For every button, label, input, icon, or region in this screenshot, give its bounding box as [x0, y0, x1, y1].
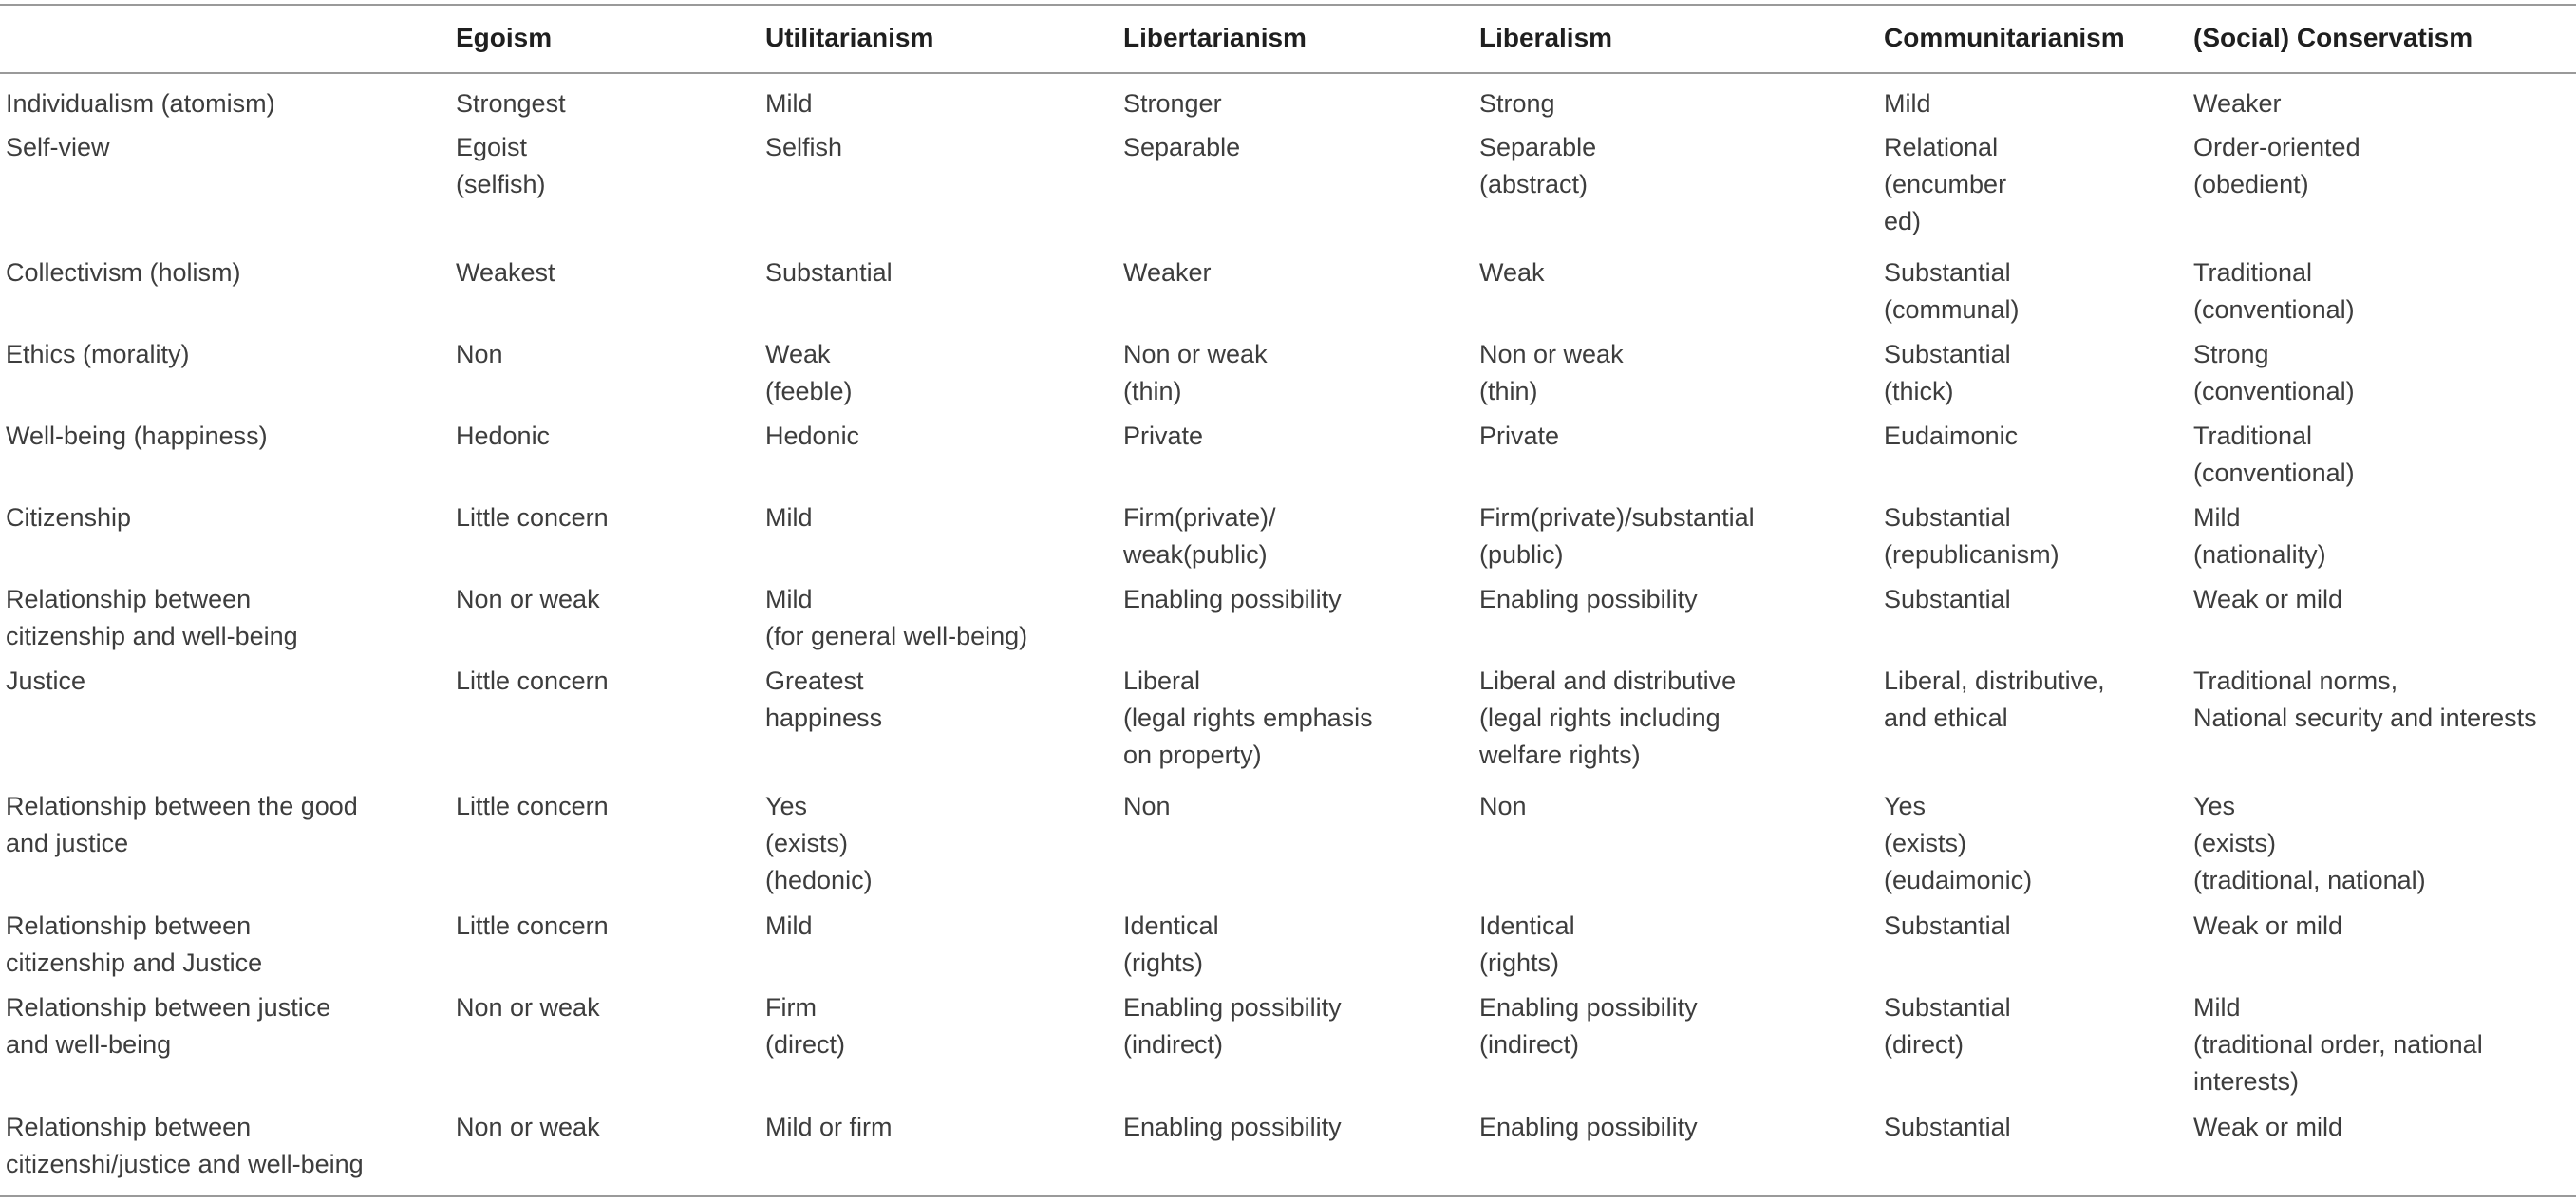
cell-text-line: Yes [1884, 792, 1927, 820]
table-cell [765, 908, 813, 945]
table-cell [1479, 581, 1698, 618]
header-cell-social-conservatism: (Social) Conservatism [2193, 23, 2473, 52]
table-cell [765, 1109, 893, 1146]
table-cell [1884, 499, 2059, 573]
cell-text-line: (for general well-being) [765, 622, 1028, 650]
cell-text-line: (encumber [1884, 170, 2007, 198]
cell-text-line: (nationality) [2193, 540, 2326, 569]
cell-text-line: (rights) [1479, 948, 1560, 977]
cell-text-line: (conventional) [2193, 295, 2355, 324]
cell-text-line: Substantial [1884, 911, 2011, 940]
table-cell [1479, 499, 1755, 573]
table-cell [1884, 254, 2020, 329]
cell-text-line: Little concern [456, 911, 609, 940]
cell-text-line: (indirect) [1479, 1030, 1580, 1059]
cell-text-line: (conventional) [2193, 377, 2355, 405]
cell-text-line: Enabling possibility [1479, 1113, 1698, 1141]
cell-text-line: ed) [1884, 207, 1922, 235]
cell-text-line: (obedient) [2193, 170, 2309, 198]
cell-text-line: (thin) [1123, 377, 1182, 405]
cell-text-line: (abstract) [1479, 170, 1589, 198]
cell-text-line: Traditional norms, [2193, 667, 2398, 695]
cell-text-line: Enabling possibility [1479, 993, 1698, 1022]
cell-text-line: Weak or mild [2193, 911, 2343, 940]
table-cell [765, 499, 813, 536]
cell-text-line: Weak or mild [2193, 1113, 2343, 1141]
cell-text-line: weak(public) [1123, 540, 1268, 569]
table-cell [456, 989, 600, 1026]
cell-text-line: (traditional order, national [2193, 1030, 2483, 1059]
cell-text-line: Private [1479, 422, 1560, 450]
cell-text-line: citizenship and well-being [6, 622, 298, 650]
table-cell [1479, 989, 1698, 1063]
table-cell [765, 336, 853, 410]
cell-text-line: Substantial [1884, 993, 2011, 1022]
table-cell [1123, 336, 1268, 410]
table-cell [1479, 85, 1555, 122]
cell-text-line: Relationship between [6, 585, 252, 613]
cell-text-line: Separable [1479, 133, 1597, 161]
cell-text-line: (feeble) [765, 377, 853, 405]
row-label [6, 1109, 364, 1183]
cell-text-line: Substantial [765, 258, 893, 287]
table-cell [1884, 663, 2105, 737]
table-cell [1123, 663, 1373, 774]
table-cell [1884, 1109, 2011, 1146]
row-label [6, 581, 298, 655]
cell-text-line: (direct) [765, 1030, 846, 1059]
cell-text-line: Individualism (atomism) [6, 89, 275, 118]
row-label [6, 254, 241, 291]
table-cell [456, 129, 546, 203]
row-label [6, 129, 110, 166]
table-cell [2193, 581, 2342, 618]
header-cell-libertarianism: Libertarianism [1123, 23, 1307, 52]
cell-text-line: Hedonic [765, 422, 860, 450]
table-cell [765, 989, 845, 1063]
table-cell [1123, 418, 1203, 455]
cell-text-line: Stronger [1123, 89, 1222, 118]
table-cell [765, 129, 842, 166]
cell-text-line: Little concern [456, 503, 609, 532]
table-cell [1123, 254, 1212, 291]
cell-text-line: Relationship between the good [6, 792, 358, 820]
header-cell-egoism: Egoism [456, 23, 553, 52]
cell-text-line: Liberal, distributive, [1884, 667, 2105, 695]
table-cell [1884, 989, 2011, 1063]
cell-text-line: (conventional) [2193, 459, 2355, 487]
table-cell [1884, 85, 1931, 122]
cell-text-line: Weak [1479, 258, 1545, 287]
cell-text-line: Well-being (happiness) [6, 422, 268, 450]
cell-text-line: Substantial [1884, 258, 2011, 287]
cell-text-line: Weak or mild [2193, 585, 2343, 613]
table-cell [1479, 254, 1545, 291]
row-label [6, 663, 85, 700]
table-top-rule [0, 4, 2576, 6]
cell-text-line: and well-being [6, 1030, 172, 1059]
cell-text-line: Mild [1884, 89, 1931, 118]
table-cell [456, 908, 609, 945]
table-cell [1479, 788, 1527, 825]
cell-text-line: Yes [2193, 792, 2236, 820]
table-cell [1479, 663, 1736, 774]
table-cell [1884, 788, 2032, 899]
cell-text-line: Separable [1123, 133, 1241, 161]
cell-text-line: Relationship between [6, 1113, 252, 1141]
table-cell [1123, 989, 1342, 1063]
cell-text-line: Firm(private)/substantial [1479, 503, 1755, 532]
cell-text-line: Strongest [456, 89, 566, 118]
table-cell [456, 499, 609, 536]
table-cell [1884, 581, 2011, 618]
table-cell [765, 418, 859, 455]
table-cell [1123, 499, 1276, 573]
table-cell [2193, 1109, 2342, 1146]
cell-text-line: Weaker [2193, 89, 2282, 118]
cell-text-line: Strong [2193, 340, 2269, 368]
table-bottom-rule [0, 1195, 2576, 1197]
cell-text-line: Strong [1479, 89, 1555, 118]
table-cell [2193, 788, 2426, 899]
header-cell-utilitarianism: Utilitarianism [765, 23, 934, 52]
cell-text-line: interests) [2193, 1067, 2300, 1096]
table-cell [2193, 908, 2342, 945]
cell-text-line: (indirect) [1123, 1030, 1224, 1059]
table-cell [456, 581, 600, 618]
cell-text-line: Weak [765, 340, 831, 368]
table-cell [1884, 908, 2011, 945]
cell-text-line: Weakest [456, 258, 555, 287]
table-cell [1479, 1109, 1698, 1146]
cell-text-line: Order-oriented [2193, 133, 2360, 161]
cell-text-line: (rights) [1123, 948, 1204, 977]
cell-text-line: Yes [765, 792, 808, 820]
table-cell [765, 581, 1027, 655]
table-header-row [0, 19, 2576, 57]
cell-text-line: Private [1123, 422, 1204, 450]
row-label [6, 336, 190, 373]
cell-text-line: Liberal [1123, 667, 1201, 695]
cell-text-line: (republicanism) [1884, 540, 2059, 569]
table-cell [456, 254, 555, 291]
cell-text-line: Substantial [1884, 1113, 2011, 1141]
table-cell [2193, 418, 2355, 492]
table-header-rule [0, 72, 2576, 74]
cell-text-line: (exists) [765, 829, 848, 857]
cell-text-line: citizenship and Justice [6, 948, 263, 977]
table-cell [1479, 418, 1559, 455]
row-label [6, 418, 268, 455]
cell-text-line: citizenshi/justice and well-being [6, 1150, 364, 1178]
table-cell [1123, 1109, 1342, 1146]
cell-text-line: Enabling possibility [1479, 585, 1698, 613]
cell-text-line: Substantial [1884, 585, 2011, 613]
cell-text-line: and ethical [1884, 704, 2008, 732]
cell-text-line: (public) [1479, 540, 1564, 569]
cell-text-line: Traditional [2193, 258, 2313, 287]
cell-text-line: Justice [6, 667, 86, 695]
cell-text-line: (thick) [1884, 377, 1954, 405]
cell-text-line: Little concern [456, 792, 609, 820]
cell-text-line: Non or weak [1123, 340, 1268, 368]
cell-text-line: Relationship between justice [6, 993, 331, 1022]
cell-text-line: Hedonic [456, 422, 551, 450]
table-cell [1479, 336, 1624, 410]
table-cell [456, 1109, 600, 1146]
cell-text-line: Greatest [765, 667, 864, 695]
cell-text-line: Non or weak [456, 585, 600, 613]
table-cell [2193, 336, 2355, 410]
table-cell [2193, 989, 2483, 1100]
cell-text-line: Identical [1123, 911, 1219, 940]
cell-text-line: (thin) [1479, 377, 1538, 405]
cell-text-line: Non or weak [456, 1113, 600, 1141]
cell-text-line: Egoist [456, 133, 528, 161]
cell-text-line: Traditional [2193, 422, 2313, 450]
cell-text-line: (hedonic) [765, 866, 873, 894]
cell-text-line: Mild [765, 911, 813, 940]
cell-text-line: Mild [2193, 993, 2241, 1022]
cell-text-line: (legal rights emphasis [1123, 704, 1373, 732]
table-cell [2193, 254, 2355, 329]
cell-text-line: (selfish) [456, 170, 546, 198]
cell-text-line: Ethics (morality) [6, 340, 190, 368]
table-cell [1123, 908, 1219, 982]
table-cell [2193, 499, 2326, 573]
cell-text-line: National security and interests [2193, 704, 2537, 732]
table-cell [1123, 788, 1171, 825]
cell-text-line: Non [456, 340, 503, 368]
cell-text-line: Substantial [1884, 340, 2011, 368]
table-cell [2193, 663, 2537, 737]
cell-text-line: (eudaimonic) [1884, 866, 2033, 894]
cell-text-line: Enabling possibility [1123, 585, 1342, 613]
table-cell [456, 788, 609, 825]
row-label [6, 989, 330, 1063]
cell-text-line: Collectivism (holism) [6, 258, 241, 287]
table-cell [456, 663, 609, 700]
cell-text-line: and justice [6, 829, 129, 857]
table-cell [1479, 908, 1575, 982]
cell-text-line: Relationship between [6, 911, 252, 940]
cell-text-line: Mild [765, 503, 813, 532]
cell-text-line: Mild [765, 89, 813, 118]
cell-text-line: Non or weak [1479, 340, 1624, 368]
table-cell [765, 788, 873, 899]
cell-text-line: (direct) [1884, 1030, 1965, 1059]
table-cell [2193, 85, 2282, 122]
cell-text-line: on property) [1123, 741, 1262, 769]
cell-text-line: Little concern [456, 667, 609, 695]
cell-text-line: Weaker [1123, 258, 1212, 287]
cell-text-line: Mild or firm [765, 1113, 893, 1141]
table-cell [1884, 129, 2006, 240]
table-cell [765, 663, 882, 737]
header-cell-communitarianism: Communitarianism [1884, 23, 2125, 52]
cell-text-line: (exists) [1884, 829, 1966, 857]
cell-text-line: Eudaimonic [1884, 422, 2019, 450]
cell-text-line: Firm(private)/ [1123, 503, 1276, 532]
row-label [6, 908, 262, 982]
table-cell [1123, 85, 1222, 122]
cell-text-line: (traditional, national) [2193, 866, 2426, 894]
cell-text-line: Enabling possibility [1123, 993, 1342, 1022]
table-cell [765, 85, 813, 122]
cell-text-line: Non [1479, 792, 1527, 820]
table-cell [765, 254, 893, 291]
row-label [6, 499, 131, 536]
cell-text-line: (legal rights including [1479, 704, 1720, 732]
cell-text-line: Selfish [765, 133, 843, 161]
cell-text-line: Non or weak [456, 993, 600, 1022]
cell-text-line: Mild [2193, 503, 2241, 532]
table-cell [2193, 129, 2360, 203]
cell-text-line: Firm [765, 993, 817, 1022]
table-cell [1479, 129, 1596, 203]
cell-text-line: welfare rights) [1479, 741, 1641, 769]
cell-text-line: Non [1123, 792, 1171, 820]
cell-text-line: Self-view [6, 133, 110, 161]
row-label [6, 788, 358, 862]
table-cell [456, 336, 503, 373]
table-cell [1123, 581, 1342, 618]
table-cell [1884, 418, 2018, 455]
cell-text-line: Enabling possibility [1123, 1113, 1342, 1141]
table-cell [456, 418, 550, 455]
cell-text-line: (communal) [1884, 295, 2020, 324]
cell-text-line: Liberal and distributive [1479, 667, 1737, 695]
row-label [6, 85, 275, 122]
cell-text-line: Identical [1479, 911, 1575, 940]
cell-text-line: Substantial [1884, 503, 2011, 532]
cell-text-line: happiness [765, 704, 883, 732]
cell-text-line: Mild [765, 585, 813, 613]
table-cell [1123, 129, 1240, 166]
cell-text-line: (exists) [2193, 829, 2276, 857]
cell-text-line: Relational [1884, 133, 1999, 161]
table-cell [456, 85, 566, 122]
header-cell-liberalism: Liberalism [1479, 23, 1613, 52]
cell-text-line: Citizenship [6, 503, 132, 532]
table-cell [1884, 336, 2011, 410]
